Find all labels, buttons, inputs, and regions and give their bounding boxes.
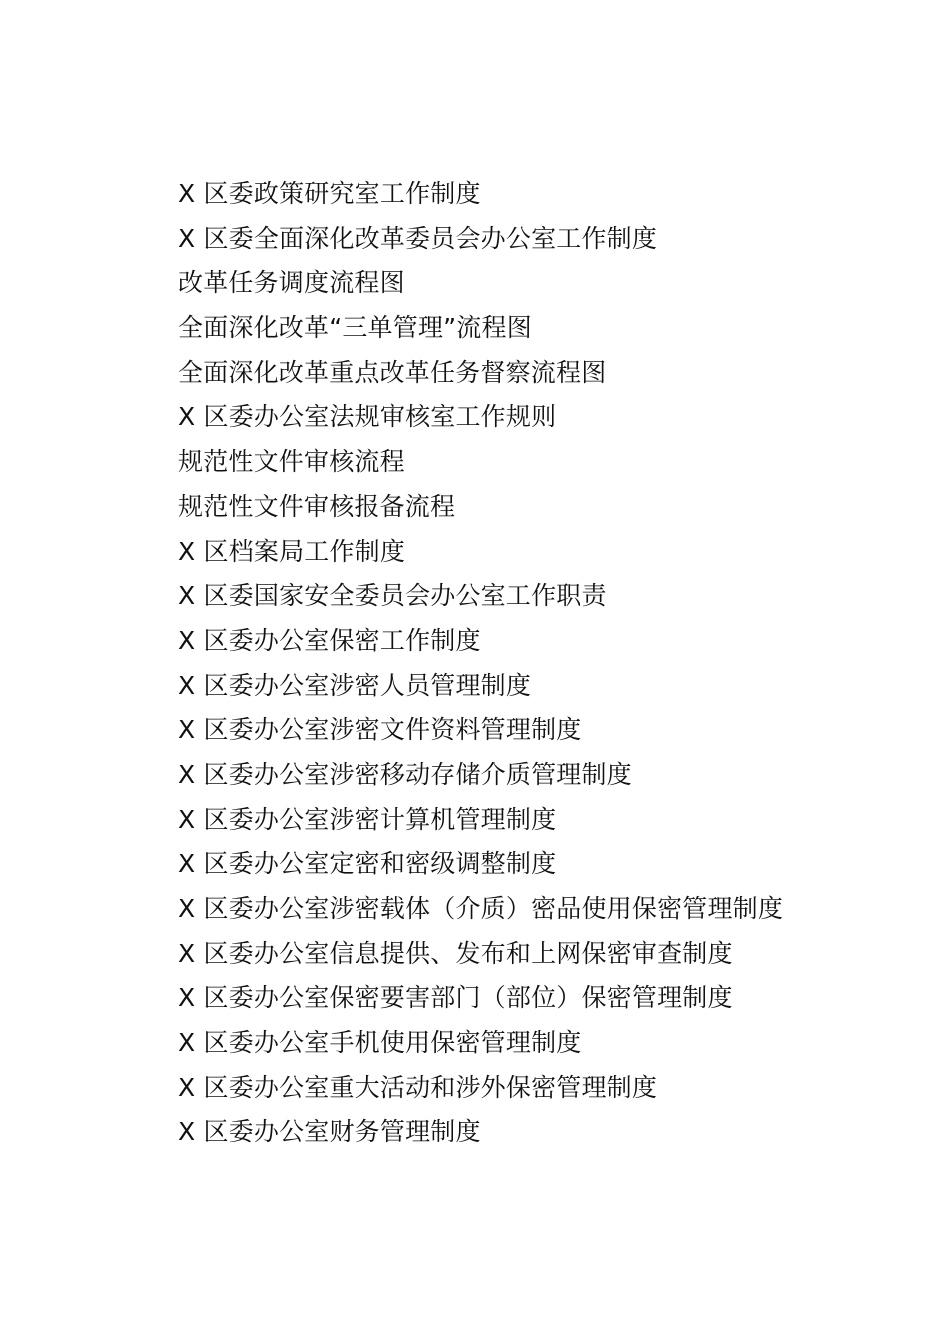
list-item: 全面深化改革“三单管理”流程图 <box>178 313 532 343</box>
list-item: X 区委办公室财务管理制度 <box>178 1117 481 1147</box>
list-item: X 区委办公室涉密文件资料管理制度 <box>178 715 582 745</box>
list-item: X 区委办公室涉密载体（介质）密品使用保密管理制度 <box>178 894 784 923</box>
list-item: X 区委办公室信息提供、发布和上网保密审查制度 <box>178 938 733 968</box>
list-item: X 区委全面深化改革委员会办公室工作制度 <box>178 223 658 253</box>
list-item: X 区档案局工作制度 <box>178 536 406 566</box>
list-item: X 区委办公室保密要害部门（部位）保密管理制度 <box>178 983 733 1013</box>
document-title-list <box>178 172 783 1155</box>
list-item: X 区委国家安全委员会办公室工作职责 <box>178 581 607 611</box>
list-item: X 区委办公室保密工作制度 <box>178 625 481 655</box>
list-item: X 区委办公室涉密移动存储介质管理制度 <box>178 759 632 789</box>
list-item: X 区委办公室涉密人员管理制度 <box>178 670 532 700</box>
list-item: X 区委办公室法规审核室工作规则 <box>178 402 557 432</box>
list-item: X 区委办公室手机使用保密管理制度 <box>178 1028 582 1058</box>
list-item: 全面深化改革重点改革任务督察流程图 <box>178 357 607 387</box>
list-item: X 区委政策研究室工作制度 <box>178 179 481 208</box>
list-item: 改革任务调度流程图 <box>178 268 405 298</box>
list-item: X 区委办公室涉密计算机管理制度 <box>178 804 557 834</box>
list-item: X 区委办公室定密和密级调整制度 <box>178 849 557 879</box>
list-item: 规范性文件审核流程 <box>178 447 405 477</box>
list-item: 规范性文件审核报备流程 <box>178 491 456 521</box>
list-item: X 区委办公室重大活动和涉外保密管理制度 <box>178 1072 658 1102</box>
